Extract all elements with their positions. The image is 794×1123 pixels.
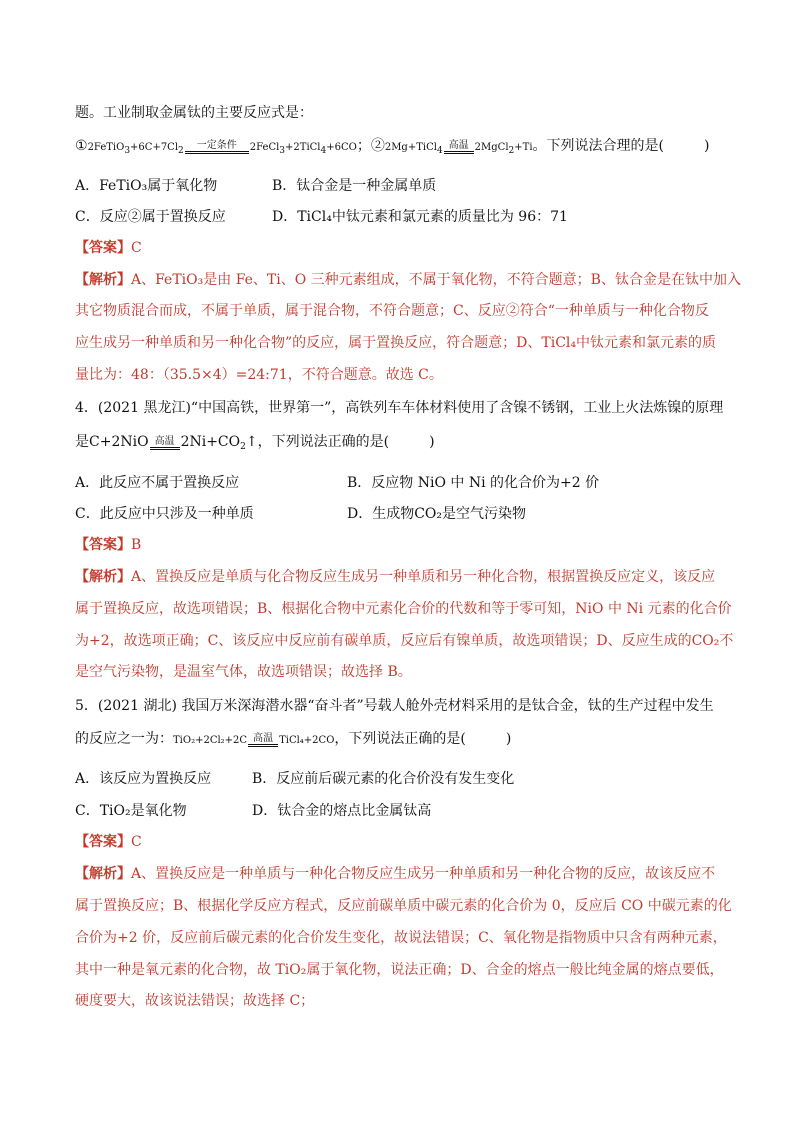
q4-analysis-line-1: 【解析】A、置换反应是单质与化合物反应生成另一种单质和另一种化合物，根据置换反应定义，该反应 <box>75 569 716 585</box>
q5-analysis-line-5: 硬度要大，故该说法错误；故选择 C； <box>75 993 315 1009</box>
q4-option-c: C．此反应中只涉及一种单质 <box>75 506 254 522</box>
q4-analysis-line-2: 属于置换反应，故选项错误；B、根据化合物中元素化合价的代数和等于零可知，NiO 中 Ni 元素的化合价 <box>75 601 732 617</box>
q5-option-d: D．钛合金的熔点比金属钛高 <box>252 803 432 819</box>
circled-two: ② <box>370 138 385 154</box>
q5-answer: 【答案】C <box>75 834 142 850</box>
q5-analysis-line-1: 【解析】A、置换反应是一种单质与一种化合物反应生成另一种单质和另一种化合物的反应，故该反应不 <box>75 866 716 882</box>
q3-option-a: A．FeTiO₃属于氧化物 <box>75 178 218 194</box>
q3-analysis-line-2: 其它物质混合而成，不属于单质，属于混合物，不符合题意；C、反应②符合“一种单质与一种化合物反 <box>75 303 709 319</box>
q5-analysis-line-3: 合价为+2 价，反应前后碳元素的化合价发生变化，故说法错误；C、氧化物是指物质中只含有两种元素， <box>75 930 727 946</box>
q4-analysis-line-4: 是空气污染物，是温室气体，故选项错误；故选择 B。 <box>75 664 412 680</box>
equation-2: 2Mg+TiCl4 高温 2MgCl2+Ti <box>384 140 533 156</box>
q4-answer: 【答案】B <box>75 537 142 553</box>
q4-option-d: D．生成物CO₂是空气污染物 <box>347 506 527 522</box>
intro-text: 题。工业制取金属钛的主要反应式是： <box>75 105 313 121</box>
q3-option-c: C．反应②属于置换反应 <box>75 209 226 225</box>
q4-stem-line-1: 4．(2021 黑龙江)“中国高铁，世界第一”，高铁列车车体材料使用了含镍不锈钢，工业上火法炼镍的原理 <box>75 400 724 416</box>
q5-option-a: A．该反应为置换反应 <box>75 771 212 787</box>
equation-1: 2FeTiO3+6C+7Cl2 一定条件 2FeCl3+2TiCl4+6CO <box>87 140 357 156</box>
q4-stem-line-2: 是C+2NiO 高温 $2Ni+CO_2↑$，下列说法正确的是( ) <box>75 434 435 452</box>
q4-option-b: B．反应物 NiO 中 Ni 的化合价为+2 价 <box>347 475 600 491</box>
condition-arrow-2: 高温 <box>444 140 474 154</box>
q5-analysis-line-2: 属于置换反应；B、根据化学反应方程式，反应前碳单质中碳元素的化合价为 0，反应后 CO 中碳元素的化 <box>75 898 732 914</box>
q5-stem-line-1: 5．(2021 湖北) 我国万米深海潜水器“奋斗者”号载人舱外壳材料采用的是钛合金，钛的生产过程中发生 <box>75 698 714 714</box>
q3-answer: 【答案】C <box>75 240 142 256</box>
q3-analysis-line-1: 【解析】A、FeTiO₃是由 Fe、Ti、O 三种元素组成，不属于氧化物，不符合题意；B、钛合金是在钛中加入 <box>75 272 741 288</box>
q3-analysis-line-4: 量比为：48：（35.5×4）=24:71，不符合题意。故选 C。 <box>75 367 443 383</box>
q3-analysis-line-3: 应生成另一种单质和另一种化合物”的反应，属于置换反应，符合题意；D、TiCl₄中钛元素和氯元素的质 <box>75 335 716 351</box>
q3-option-d: D．TiCl₄中钛元素和氯元素的质量比为 96：71 <box>272 209 568 225</box>
q4-analysis-line-3: 为+2，故选项正确；C、该反应中反应前有碳单质，反应后有镍单质，故选项错误；D、反应生成的CO₂不 <box>75 633 734 649</box>
q5-option-c: C．TiO₂是氧化物 <box>75 803 187 819</box>
q5-condition-arrow: 高温 <box>248 733 278 747</box>
circled-one: ① <box>75 138 88 154</box>
q3-option-b: B．钛合金是一种金属单质 <box>272 178 437 194</box>
q5-option-b: B．反应前后碳元素的化合价没有发生变化 <box>252 771 515 787</box>
q5-stem-line-2: 的反应之一为：TiO₂+2Cl₂+2C 高温 TiCl₄+2CO，下列说法正确的是( ) <box>75 731 512 747</box>
q4-condition-arrow: 高温 <box>150 436 180 450</box>
equation-row: ①2FeTiO3+6C+7Cl2 一定条件 2FeCl3+2TiCl4+6CO；②2Mg+TiCl4 高温 2MgCl2+Ti。下列说法合理的是( ) <box>75 136 736 161</box>
condition-arrow-1: 一定条件 <box>185 140 249 154</box>
q5-analysis-line-4: 其中一种是氧元素的化合物，故 TiO₂属于氧化物，说法正确；D、合金的熔点一般比纯金属的熔点要低， <box>75 962 724 978</box>
q4-option-a: A．此反应不属于置换反应 <box>75 475 240 491</box>
